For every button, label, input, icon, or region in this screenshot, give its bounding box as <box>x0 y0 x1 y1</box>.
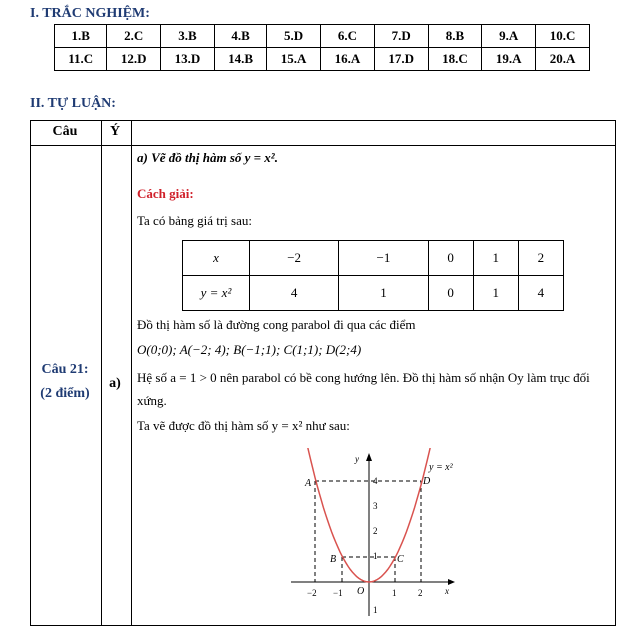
answer-cell: 1.B <box>55 25 107 48</box>
x-tick-label: 2 <box>418 588 423 598</box>
x-value: 0 <box>428 241 473 276</box>
answer-cell: 15.A <box>267 48 321 71</box>
y-value: 4 <box>250 276 339 311</box>
parabola-text: Đồ thị hàm số là đường cong parabol đi qua các điểm <box>137 317 416 332</box>
value-row-x <box>183 241 564 276</box>
answer-cell: 18.C <box>428 48 482 71</box>
x-value: 1 <box>473 241 518 276</box>
column-divider <box>101 121 102 625</box>
row-label-y: y = x² <box>183 276 250 311</box>
y-value: 1 <box>473 276 518 311</box>
answer-cell: 10.C <box>536 25 590 48</box>
answer-cell: 3.B <box>161 25 215 48</box>
header-part: Ý <box>109 124 121 139</box>
y-tick-label: 4 <box>373 476 378 486</box>
value-table <box>182 240 564 311</box>
origin-label: O <box>357 586 365 597</box>
point-label-a: A <box>305 478 312 489</box>
section-title-essay: II. TỰ LUẬN: <box>30 96 116 111</box>
y-value: 4 <box>518 276 563 311</box>
y-axis-arrow <box>366 453 372 461</box>
answer-cell: 7.D <box>374 25 428 48</box>
answer-cell: 12.D <box>107 48 161 71</box>
header-question: Câu <box>52 124 78 139</box>
answer-cell: 16.A <box>321 48 375 71</box>
answer-cell: 5.D <box>267 25 321 48</box>
x-axis-label: x <box>445 586 449 596</box>
x-value: 2 <box>518 241 563 276</box>
points-text: O(0;0); A(−2; 4); B(−1;1); C(1;1); D(2;4) <box>137 342 362 357</box>
y-tick-label: 1 <box>373 551 378 561</box>
answer-cell: 13.D <box>161 48 215 71</box>
task-text: a) Vẽ đồ thị hàm số y = x². <box>137 150 278 165</box>
part-label: a) <box>109 376 121 391</box>
x-tick-label: 1 <box>392 588 397 598</box>
answer-row-2 <box>55 48 590 71</box>
section-title-multiple-choice: I. TRẮC NGHIỆM: <box>30 6 150 21</box>
answer-cell: 19.A <box>482 48 536 71</box>
point-label-c: C <box>397 554 404 565</box>
intro-text: Ta có bảng giá trị sau: <box>137 213 252 228</box>
point-label-d: D <box>423 476 431 487</box>
answer-cell: 8.B <box>428 25 482 48</box>
question-label: Câu 21: <box>41 362 89 377</box>
answer-cell: 14.B <box>214 48 266 71</box>
answer-cell: 20.A <box>536 48 590 71</box>
y-tick-label: 2 <box>373 526 378 536</box>
answer-cell: 6.C <box>321 25 375 48</box>
y-axis-label: y <box>355 454 359 464</box>
answer-cell: 11.C <box>55 48 107 71</box>
y-tick-label: 1 <box>373 605 378 615</box>
y-value: 0 <box>428 276 473 311</box>
answer-key-table <box>54 24 590 71</box>
x-tick-label: −1 <box>333 588 343 598</box>
x-value: −2 <box>250 241 339 276</box>
answer-cell: 4.B <box>214 25 266 48</box>
y-value: 1 <box>339 276 428 311</box>
coefficient-text: Hệ số a = 1 > 0 nên parabol có bề cong hướng lên. Đồ thị hàm số nhận Oy làm trục đối <box>137 370 590 385</box>
method-heading: Cách giải: <box>137 186 194 201</box>
answer-cell: 17.D <box>374 48 428 71</box>
x-tick-label: −2 <box>307 588 317 598</box>
point-label-b: B <box>330 554 337 565</box>
parabola-graph <box>285 448 465 620</box>
answer-cell: 2.C <box>107 25 161 48</box>
row-label-x: x <box>183 241 250 276</box>
value-row-y <box>183 276 564 311</box>
column-divider <box>131 121 132 625</box>
header-divider <box>31 145 615 146</box>
draw-text: Ta vẽ được đồ thị hàm số y = x² như sau: <box>137 418 350 433</box>
answer-cell: 9.A <box>482 25 536 48</box>
curve-label: y = x² <box>429 462 453 473</box>
x-value: −1 <box>339 241 428 276</box>
answer-row-1 <box>55 25 590 48</box>
coefficient-text-cont: xứng. <box>137 393 167 408</box>
y-tick-label: 3 <box>373 501 378 511</box>
x-axis-arrow <box>448 579 455 585</box>
question-points: (2 điểm) <box>40 386 90 401</box>
